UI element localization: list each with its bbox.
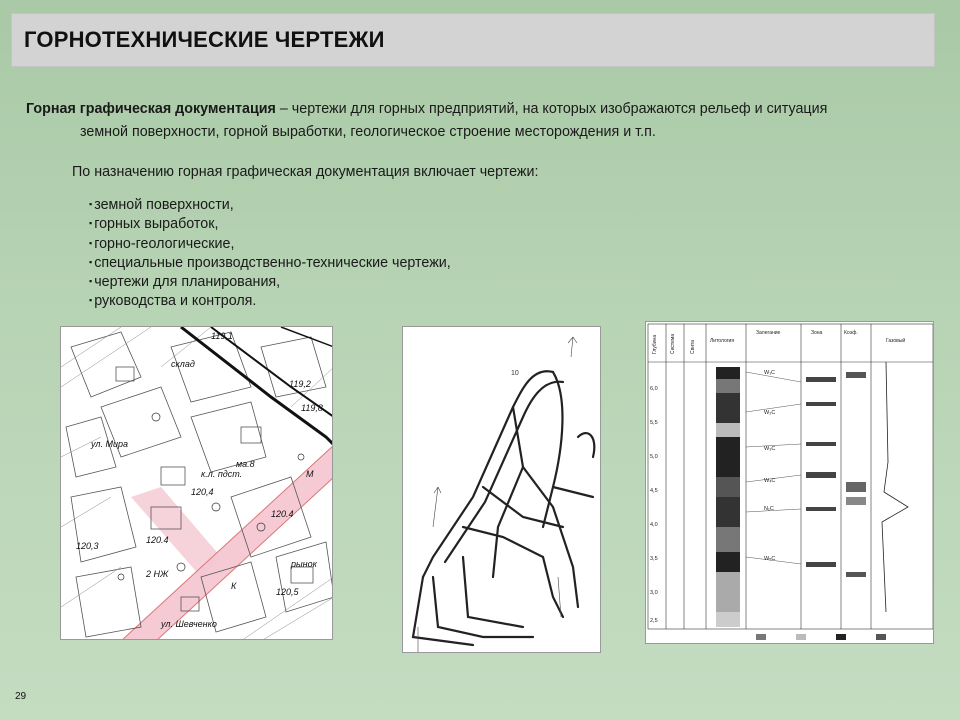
list-item-text: руководства и контроля. [94,293,257,310]
workings-plan-figure [402,326,601,653]
depth-tick: 3,5 [650,556,658,562]
bullet-marker-icon: ▪ [89,256,93,267]
seam-label: W₅C [764,556,776,562]
column-header: Система [670,333,676,354]
definition-paragraph [26,98,946,144]
drawing-types-list [89,196,451,312]
column-header: Литология [710,338,735,344]
map-label: 120,3 [76,541,99,551]
page-number: 29 [15,691,27,702]
depth-tick: 4,5 [650,488,658,494]
seam-label: W₁C [764,370,776,376]
purpose-intro: По назначению горная графическая документация включает чертежи: [72,164,539,180]
list-item-text: горно-геологические, [94,235,235,252]
map-label: 120.4 [146,535,169,545]
seam-label: W₂C [764,410,776,416]
map-label: 119,2 [289,379,311,389]
geological-column-figure [645,321,934,644]
list-item [89,235,451,254]
column-header: Газовый [886,338,906,344]
column-header: Свита [690,339,696,354]
column-correlation-lines [746,372,801,564]
bullet-marker-icon: ▪ [89,237,93,248]
map-label: ул. Мира [91,439,128,449]
depth-ticks [650,386,658,624]
bullet-marker-icon: ▪ [89,199,93,209]
map-label: ул. Шевченко [161,619,217,629]
map-label: 2 НЖ [146,569,169,579]
surface-map-figure [60,326,333,640]
definition-line1: – чертежи для горных предприятий, на которых изображаются рельеф и ситуация [275,101,828,117]
map-label: 120,5 [276,587,299,597]
workings-label: 10 [511,370,519,377]
definition-line2: земной поверхности, горной выработки, геологическое строение месторождения и т.п. [80,124,656,140]
title-bar [11,13,935,67]
map-label: 119,8 [301,403,323,413]
depth-tick: 5,5 [650,420,658,426]
geological-column-drawing [646,322,934,644]
column-header: Глубина [652,334,658,354]
seam-labels [764,370,775,562]
list-item-text: горных выработок, [94,216,219,233]
map-label: К [231,581,237,591]
gas-curve [882,362,908,612]
seam-label: N₁C [764,506,774,512]
bullet-marker-icon: ▪ [89,295,93,306]
list-item [89,292,451,311]
column-headers [652,330,905,354]
map-label: ма.8 [236,459,255,469]
column-strata [716,367,866,627]
list-item-text: специальные производственно-технические чертежи, [94,254,451,271]
workings-galleries [413,371,594,645]
column-header: Зона [811,330,823,336]
depth-tick: 4,0 [650,522,658,528]
list-item [89,215,451,234]
list-item-text: земной поверхности, [94,197,234,213]
column-header: Залегание [756,330,781,336]
slide-title: ГОРНОТЕХНИЧЕСКИЕ ЧЕРТЕЖИ [24,27,385,52]
definition-term: Горная графическая документация [26,101,276,117]
map-label: 120.4 [271,509,294,519]
depth-tick: 3,0 [650,590,658,596]
map-label: 120,4 [191,487,214,497]
surface-map-drawing [61,327,333,640]
list-item-text: чертежи для планирования, [94,274,281,291]
map-label: М [306,469,314,479]
map-label: склад [171,359,195,369]
depth-tick: 2,5 [650,618,658,624]
map-label: рынок [291,559,317,569]
depth-tick: 5,0 [650,454,658,460]
bullet-marker-icon: ▪ [89,218,93,229]
map-label: 119,1 [211,331,233,341]
bullet-marker-icon: ▪ [89,276,93,287]
workings-arrows [418,337,577,652]
depth-tick: 6,0 [650,386,658,392]
list-item [89,273,451,292]
map-label: к.л. пдст. [201,469,243,479]
list-item [89,254,451,273]
list-item [89,196,451,215]
column-header: Коэф. [844,330,858,336]
column-legend [756,634,886,640]
seam-label: W₃C [764,446,776,452]
workings-plan-drawing [403,327,601,653]
seam-label: W₄C [764,478,776,484]
